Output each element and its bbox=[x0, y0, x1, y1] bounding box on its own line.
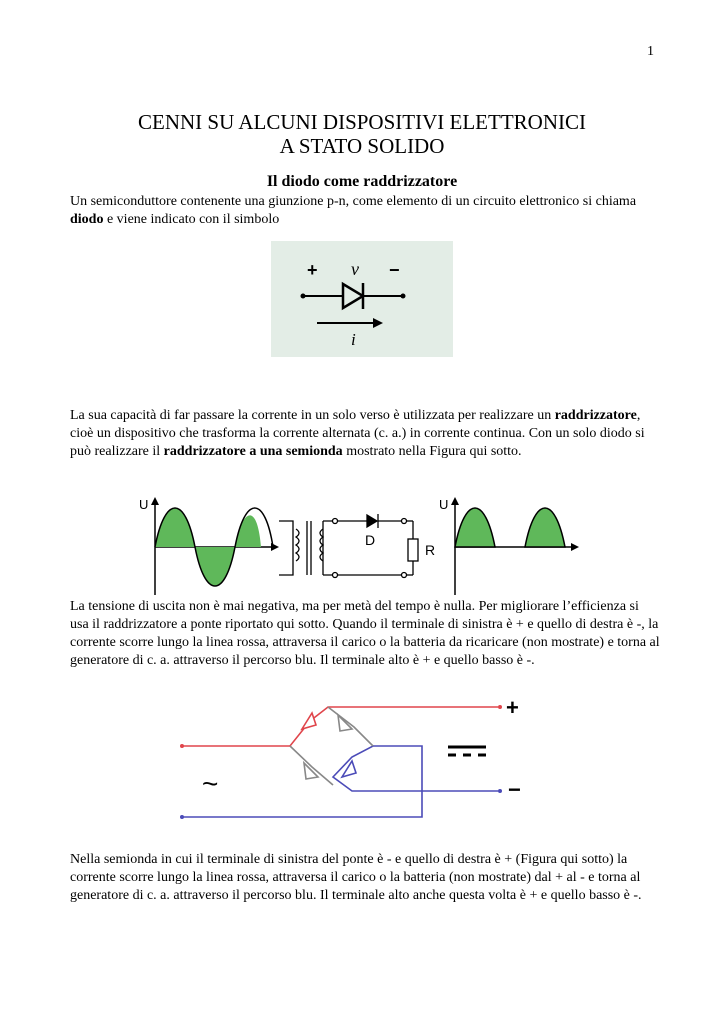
bridge-rectifier-figure bbox=[178, 693, 538, 833]
diode-label-d: D bbox=[365, 532, 376, 548]
half-wave-rectifier-figure bbox=[133, 491, 592, 599]
paragraph-ponte: La tensione di uscita non è mai negativa, ma per metà del tempo è nulla. Per migliorare l’efficienza si usa il raddrizzatore a ponte riportato qui sotto. Quando il terminale di sinistra è + e quello di destra è -, la corrente scorre lungo la linea rossa, attraversa il carico o la batteria da ricaricare (non mostrate) e torna al generatore di c. a. attraverso il percorso blu. Il terminale alto è + e quello basso è -. bbox=[70, 599, 660, 668]
text: mostrato nella Figura qui sotto. bbox=[342, 444, 522, 459]
minus-label: − bbox=[389, 260, 400, 280]
terminal-dot bbox=[401, 294, 406, 299]
bold-term-diodo: diodo bbox=[70, 212, 104, 227]
diode-icon-blue bbox=[342, 761, 356, 777]
bold-term-semionda: raddrizzatore a una semionda bbox=[163, 444, 343, 459]
section-title: Il diodo come raddrizzatore bbox=[266, 173, 458, 190]
input-waveform-graph bbox=[139, 497, 279, 595]
current-label: i bbox=[351, 330, 356, 349]
diode-symbol-svg bbox=[271, 241, 453, 357]
text: La sua capacità di far passare la corrente in un solo verso è utilizzata per realizzare un bbox=[70, 408, 555, 423]
voltage-label: v bbox=[351, 259, 359, 279]
page-title-line-1: CENNI SU ALCUNI DISPOSITIVI ELETTRONICI bbox=[138, 110, 586, 134]
text: , cioè un dispositivo che trasforma la corrente alternata (c. a.) in corrente continua. Con un solo diodo si può realizzare il bbox=[70, 408, 645, 459]
page-number: 1 bbox=[647, 44, 654, 59]
diode-icon bbox=[343, 284, 363, 308]
arrow-right-icon bbox=[373, 318, 383, 328]
minus-terminal-label: − bbox=[508, 777, 521, 802]
bridge-rectifier-svg bbox=[178, 693, 538, 833]
rectifier-circuit bbox=[279, 514, 418, 578]
half-wave-rectifier-svg bbox=[133, 491, 592, 599]
paragraph-intro bbox=[70, 193, 660, 229]
output-waveform-graph bbox=[439, 497, 579, 595]
dc-symbol bbox=[448, 747, 486, 755]
axis-label-u: U bbox=[139, 497, 149, 512]
text: e viene indicato con il simbolo bbox=[103, 212, 280, 227]
diode-icon-red bbox=[302, 713, 316, 729]
axis-label-u-output: U bbox=[439, 497, 449, 512]
diode-symbol-figure bbox=[271, 241, 453, 357]
bold-term-raddrizzatore: raddrizzatore bbox=[554, 408, 637, 423]
ac-symbol: ~ bbox=[202, 768, 219, 799]
paragraph-raddrizzatore bbox=[70, 407, 660, 461]
plus-label: + bbox=[307, 260, 318, 280]
text: Un semiconduttore contenente una giunzione p-n, come elemento di un circuito elettronico si chiama bbox=[70, 194, 637, 209]
resistor-label-r: R bbox=[425, 542, 436, 558]
plus-terminal-label: + bbox=[506, 695, 519, 720]
page-title-line-2: A STATO SOLIDO bbox=[279, 134, 445, 158]
paragraph-semionda: Nella semionda in cui il terminale di sinistra del ponte è - e quello di destra è + (Figura qui sotto) la corrente scorre lungo la linea rossa, attraversa il carico o la batteria (non mostrate) dal + al - e torna al generatore di c. a. attraverso il percorso blu. Il terminale alto anche questa volta è + e quello basso è -. bbox=[70, 852, 642, 903]
